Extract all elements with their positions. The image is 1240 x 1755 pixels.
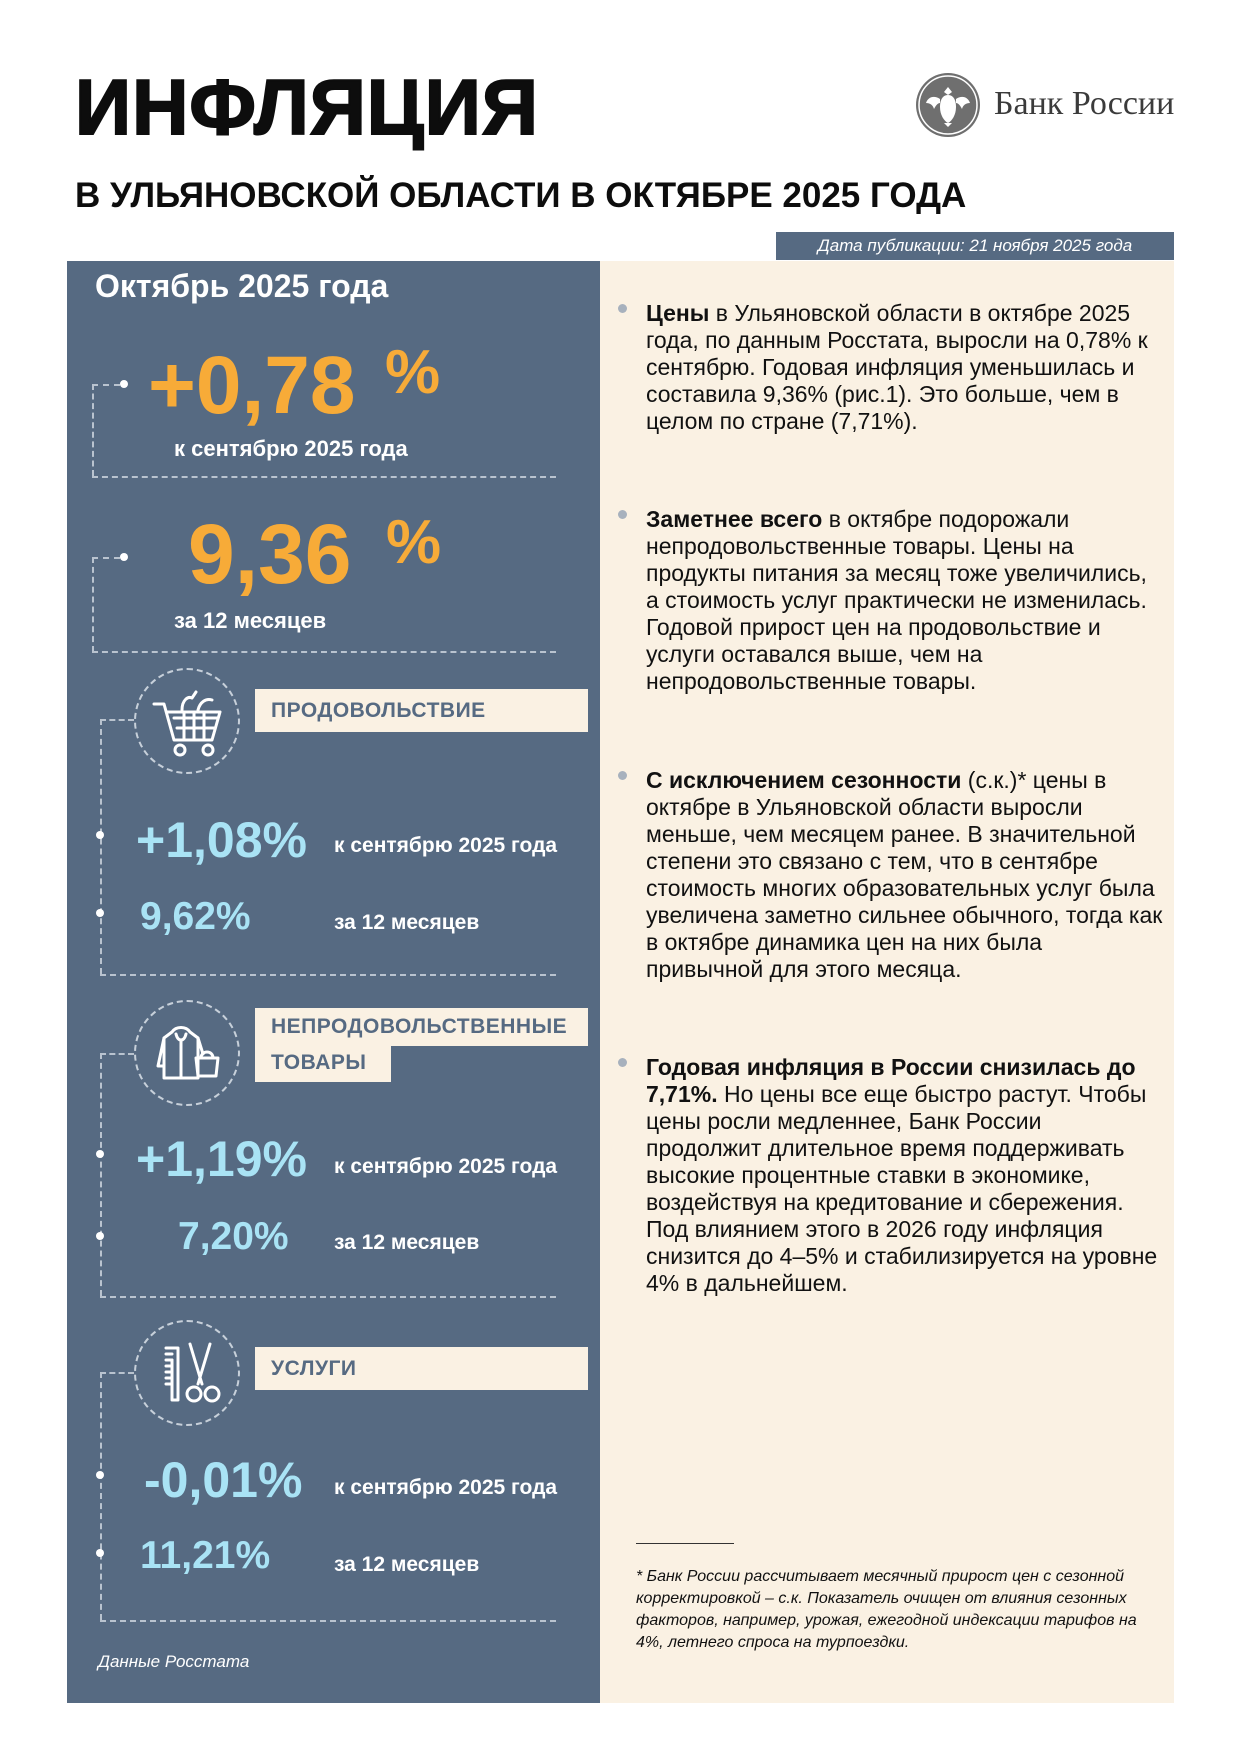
bullet-dot [618, 510, 627, 519]
monthly-inflation-label: к сентябрю 2025 года [174, 436, 408, 461]
scissors-comb-icon [136, 1322, 242, 1428]
connector-dot [96, 909, 104, 917]
connector-dot [96, 1471, 104, 1479]
divider [100, 974, 556, 976]
food-annual-value: 9,62% [140, 895, 251, 938]
monthly-inflation-unit: % [385, 338, 441, 407]
divider [100, 1296, 556, 1298]
connector-line [92, 384, 120, 386]
divider [100, 1620, 556, 1622]
category-label-services: УСЛУГИ [255, 1347, 588, 1390]
paragraph-seasonal [618, 767, 1163, 983]
annual-inflation-value: 9,36 [188, 507, 352, 601]
page-title: ИНФЛЯЦИЯ [75, 63, 539, 151]
connector-dot [96, 1232, 104, 1240]
publication-date: Дата публикации: 21 ноября 2025 года [776, 232, 1174, 260]
paragraph-russia [618, 1054, 1163, 1297]
connector-dot [120, 553, 128, 561]
connector-line [100, 719, 102, 974]
category-label-nonfood-line1: НЕПРОДОВОЛЬСТВЕННЫЕ [255, 1008, 588, 1046]
month-title: Октябрь 2025 года [95, 268, 389, 304]
category-label-nonfood-line2: ТОВАРЫ [255, 1044, 391, 1082]
bullet-dot [618, 1058, 627, 1067]
annual-inflation-label: за 12 месяцев [174, 608, 327, 633]
logo-text: Банк России [994, 85, 1175, 122]
nonfood-annual-value: 7,20% [178, 1215, 289, 1258]
food-monthly-value: +1,08% [136, 812, 307, 868]
data-source: Данные Росстата [98, 1652, 250, 1671]
paragraph-notable [618, 506, 1163, 695]
food-annual-label: за 12 месяцев [334, 911, 480, 934]
connector-line [100, 1053, 134, 1055]
food-monthly-label: к сентябрю 2025 года [334, 834, 558, 857]
footnote-separator [636, 1543, 734, 1544]
services-annual-label: за 12 месяцев [334, 1553, 480, 1576]
connector-line [92, 557, 120, 559]
paragraph-bold: Заметнее всего [646, 506, 823, 532]
paragraph-prices [618, 300, 1163, 435]
paragraph-bold: Цены [646, 300, 710, 326]
clothing-icon [136, 1002, 242, 1108]
divider [92, 476, 556, 478]
page-subtitle: В УЛЬЯНОВСКОЙ ОБЛАСТИ В ОКТЯБРЕ 2025 ГОДА [75, 176, 967, 215]
paragraph-bold: Годовая инфляция в России снизилась до 7,71%. [646, 1054, 1136, 1107]
paragraph-text: Но цены все еще быстро растут. Чтобы цены росли медленнее, Банк России продолжит длительное время поддерживать высокие процентные ставки в экономике, воздействуя на кредитование и сбережения. Под влиянием этого в 2026 году инфляция снизится до 4–5% и стабилизируется на уровне 4% в дальнейшем. [646, 1081, 1158, 1296]
paragraph-text: (с.к.)* цены в октябре в Ульяновской области выросли меньше, чем месяцем ранее. В значительной степени это связано с тем, что в сентябре стоимость многих образовательных услуг была увеличена заметно сильнее обычного, тогда как в октябре динамика цен на них была привычной для этого месяца. [646, 767, 1163, 982]
services-annual-value: 11,21% [140, 1534, 271, 1577]
food-icon-circle [134, 668, 240, 774]
nonfood-monthly-value: +1,19% [136, 1131, 307, 1187]
services-monthly-label: к сентябрю 2025 года [334, 1476, 558, 1499]
connector-line [100, 1053, 102, 1296]
connector-line [100, 719, 134, 721]
connector-dot [96, 1549, 104, 1557]
connector-dot [96, 1150, 104, 1158]
nonfood-annual-label: за 12 месяцев [334, 1231, 480, 1254]
connector-line [92, 557, 94, 652]
connector-dot [120, 380, 128, 388]
nonfood-monthly-label: к сентябрю 2025 года [334, 1155, 558, 1178]
bullet-dot [618, 771, 627, 780]
connector-line [100, 1372, 134, 1374]
category-label-food: ПРОДОВОЛЬСТВИЕ [255, 689, 588, 732]
connector-line [92, 384, 94, 476]
footnote: * Банк России рассчитывает месячный прирост цен с сезонной корректировкой – с.к. Показатель очищен от влияния сезонных факторов, например, урожая, ежегодной индексации тарифов на 4%, летнего спроса на турпоездки. [636, 1568, 1137, 1651]
connector-line [100, 1372, 102, 1620]
bullet-dot [618, 304, 627, 313]
connector-dot [96, 831, 104, 839]
services-monthly-value: -0,01% [144, 1452, 303, 1508]
eagle-emblem-icon [916, 73, 980, 137]
annual-inflation-unit: % [386, 508, 442, 577]
bank-logo [916, 73, 1176, 139]
monthly-inflation-value: +0,78 [148, 340, 356, 431]
paragraph-bold: С исключением сезонности [646, 767, 962, 793]
services-icon-circle [134, 1320, 240, 1426]
paragraph-text: в октябре подорожали непродовольственные товары. Цены на продукты питания за месяц тоже увеличились, а стоимость услуг практически не изменилась. Годовой прирост цен на продовольствие и услуги оставался выше, чем на непродовольственные товары. [646, 506, 1147, 694]
nonfood-icon-circle [134, 1000, 240, 1106]
shopping-cart-icon [136, 670, 242, 776]
paragraph-text: в Ульяновской области в октябре 2025 года, по данным Росстата, выросли на 0,78% к сентябрю. Годовая инфляция уменьшилась и составила 9,36% (рис.1). Это больше, чем в целом по стране (7,71%). [646, 300, 1148, 434]
divider [92, 651, 556, 653]
